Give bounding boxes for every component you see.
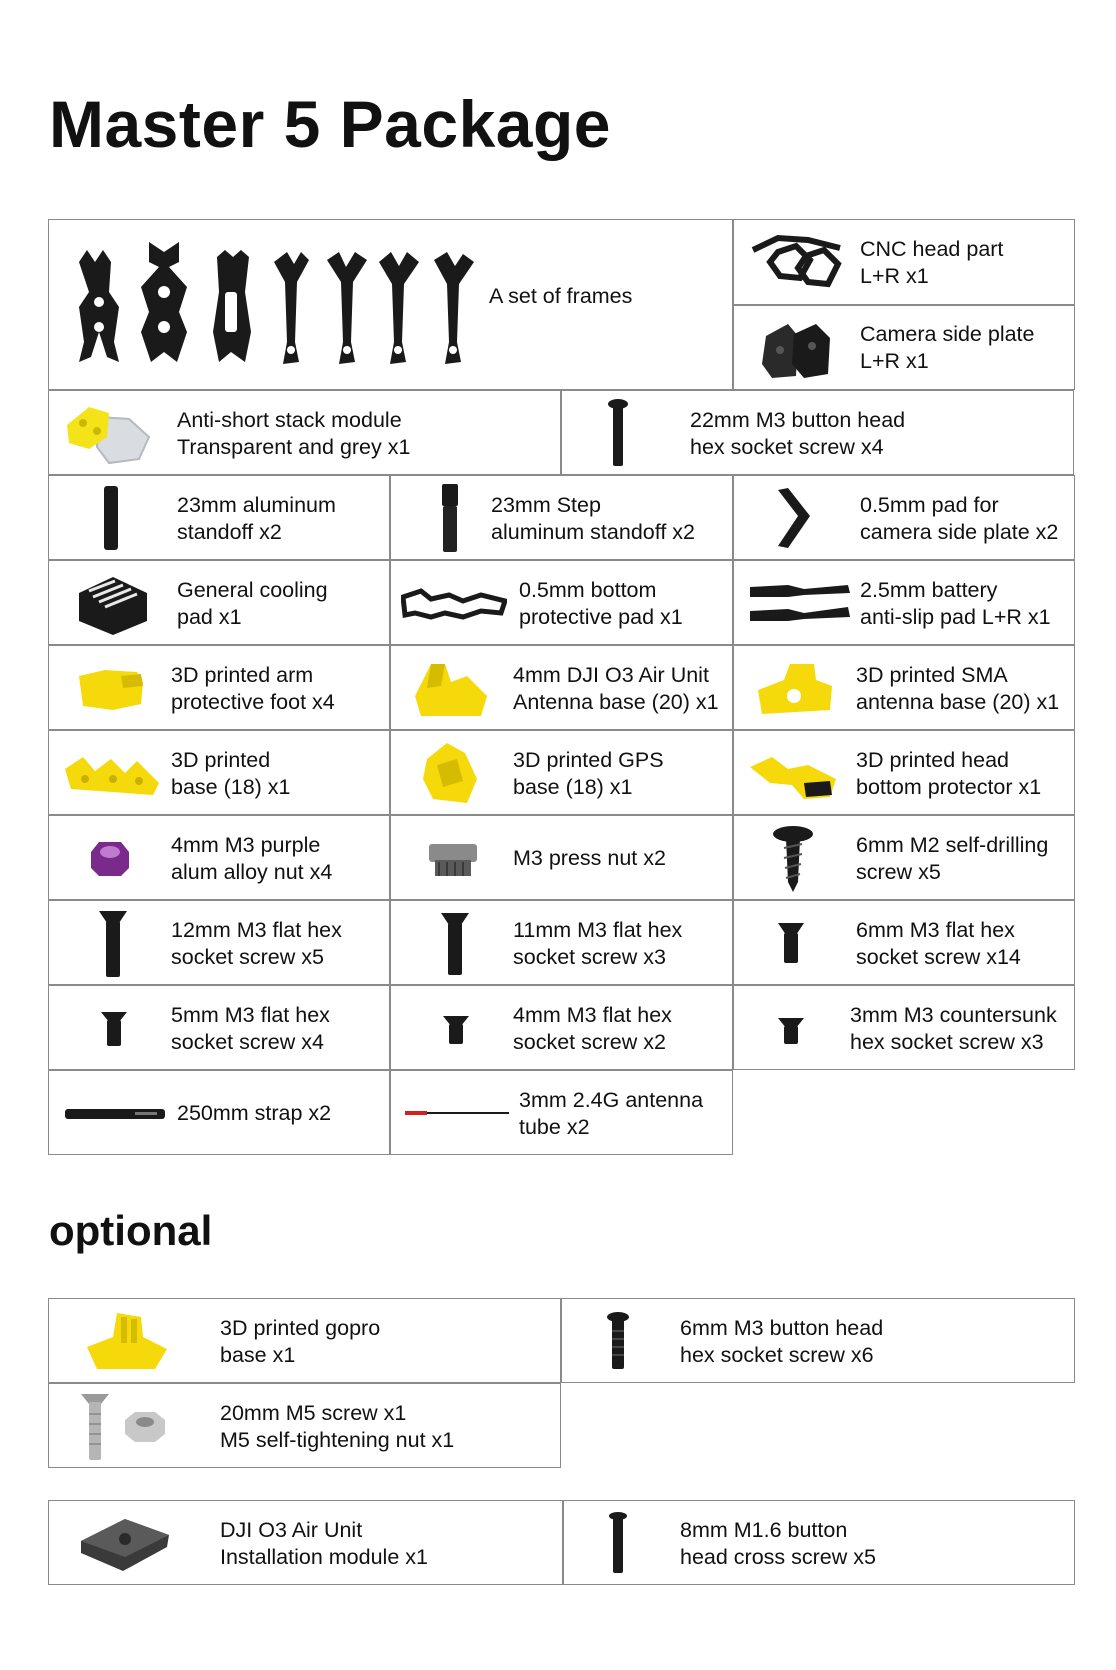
strap-label: 250mm strap x2 [177,1101,332,1125]
item-gopro-base [48,1298,561,1383]
item-screw-22 [561,390,1074,475]
base-18-image [63,747,161,799]
press-nut-image [427,840,479,878]
screw-22-label: 22mm M3 button head hex socket screw x4 [690,408,906,459]
anti-short-image [59,397,159,469]
sma-base-label: 3D printed SMA antenna base (20) x1 [856,663,1060,714]
item-press-nut [390,815,733,900]
gopro-base-image [83,1307,169,1375]
item-frames [48,219,733,390]
battery-pad-label: 2.5mm battery anti-slip pad L+R x1 [860,578,1051,629]
item-anti-short [48,390,561,475]
screw-22-image [607,398,629,468]
item-standoff-23 [48,475,390,560]
item-step-standoff [390,475,733,560]
item-pad-05 [733,475,1075,560]
antenna-tube-image [405,1109,509,1117]
item-camera-plate [733,305,1075,390]
item-antenna-tube [390,1070,733,1155]
flat-6-label: 6mm M3 flat hex socket screw x14 [856,918,1021,969]
item-m2-screw [733,815,1075,900]
m16-screw-image [608,1511,628,1575]
flat-5-label: 5mm M3 flat hex socket screw x4 [171,1003,330,1054]
arm-foot-image [75,662,147,714]
cooling-pad-label: General cooling pad x1 [177,578,328,629]
camera-plate-image [758,316,838,382]
pad-05-label: 0.5mm pad for camera side plate x2 [860,493,1059,544]
step-standoff-label: 23mm Step aluminum standoff x2 [491,493,695,544]
o3-module-label: DJI O3 Air Unit Installation module x1 [220,1518,428,1569]
item-cooling-pad [48,560,390,645]
cnc-head-label: CNC head part L+R x1 [860,237,1004,288]
optional-heading: optional [49,1207,213,1254]
bottom-pad-label: 0.5mm bottom protective pad x1 [519,578,683,629]
m16-screw-label: 8mm M1.6 button head cross screw x5 [680,1518,876,1569]
item-o3-module [48,1500,563,1585]
item-battery-pad [733,560,1075,645]
flat-12-label: 12mm M3 flat hex socket screw x5 [171,918,342,969]
m5-screw-image [79,1390,169,1462]
item-bottom-pad [390,560,733,645]
item-button-6 [561,1298,1075,1383]
frames-image [69,232,489,377]
anti-short-label: Anti-short stack module Transparent and grey x1 [177,408,411,459]
flat-4-label: 4mm M3 flat hex socket screw x2 [513,1003,672,1054]
flat-4-image [443,1014,469,1046]
item-base-18 [48,730,390,815]
page-title: Master 5 Package [49,87,612,161]
gopro-base-label: 3D printed gopro base x1 [220,1316,381,1367]
button-6-label: 6mm M3 button head hex socket screw x6 [680,1316,884,1367]
camera-plate-label: Camera side plate L+R x1 [860,322,1035,373]
standoff-23-image [103,486,119,550]
button-6-image [606,1311,630,1371]
purple-nut-label: 4mm M3 purple alum alloy nut x4 [171,833,333,884]
pad-05-image [774,486,814,550]
m2-screw-image [770,824,816,894]
bottom-pad-image [401,587,507,621]
flat-11-label: 11mm M3 flat hex socket screw x3 [513,918,683,969]
m2-screw-label: 6mm M2 self-drilling screw x5 [856,833,1049,884]
item-arm-foot [48,645,390,730]
o3-module-image [77,1511,173,1577]
cnc-head-image [748,230,848,296]
press-nut-label: M3 press nut x2 [513,846,666,870]
head-protector-label: 3D printed head bottom protector x1 [856,748,1042,799]
head-protector-image [748,747,840,803]
flat-5-image [101,1010,127,1048]
countersunk-3-label: 3mm M3 countersunk hex socket screw x3 [850,1003,1057,1054]
countersunk-3-image [778,1016,804,1046]
gps-base-label: 3D printed GPS base (18) x1 [513,748,664,799]
cooling-pad-image [73,569,153,637]
standoff-23-label: 23mm aluminum standoff x2 [177,493,336,544]
antenna-tube-label: 3mm 2.4G antenna tube x2 [519,1088,704,1139]
flat-6-image [778,921,804,965]
strap-image [65,1107,165,1121]
item-m5-screw [48,1383,561,1468]
sma-base-image [754,656,836,722]
item-m16-screw [563,1500,1075,1585]
item-strap [48,1070,390,1155]
base-18-label: 3D printed base (18) x1 [171,748,291,799]
frames-label: A set of frames [489,284,633,308]
gps-base-image [417,739,487,807]
item-head-protector [733,730,1075,815]
item-purple-nut [48,815,390,900]
m5-screw-label: 20mm M5 screw x1 M5 self-tightening nut x1 [220,1401,455,1452]
flat-12-image [99,909,127,979]
o3-antenna-label: 4mm DJI O3 Air Unit Antenna base (20) x1 [513,663,719,714]
flat-11-image [441,911,469,977]
arm-foot-label: 3D printed arm protective foot x4 [171,663,335,714]
item-sma-base [733,645,1075,730]
item-flat-4 [390,985,733,1070]
item-countersunk-3 [733,985,1075,1070]
item-o3-antenna [390,645,733,730]
item-flat-6 [733,900,1075,985]
purple-nut-image [87,838,133,878]
step-standoff-image [441,484,459,552]
o3-antenna-image [411,656,491,722]
item-flat-12 [48,900,390,985]
item-cnc-head [733,219,1075,305]
item-flat-5 [48,985,390,1070]
item-flat-11 [390,900,733,985]
item-gps-base [390,730,733,815]
battery-pad-image [748,581,852,627]
